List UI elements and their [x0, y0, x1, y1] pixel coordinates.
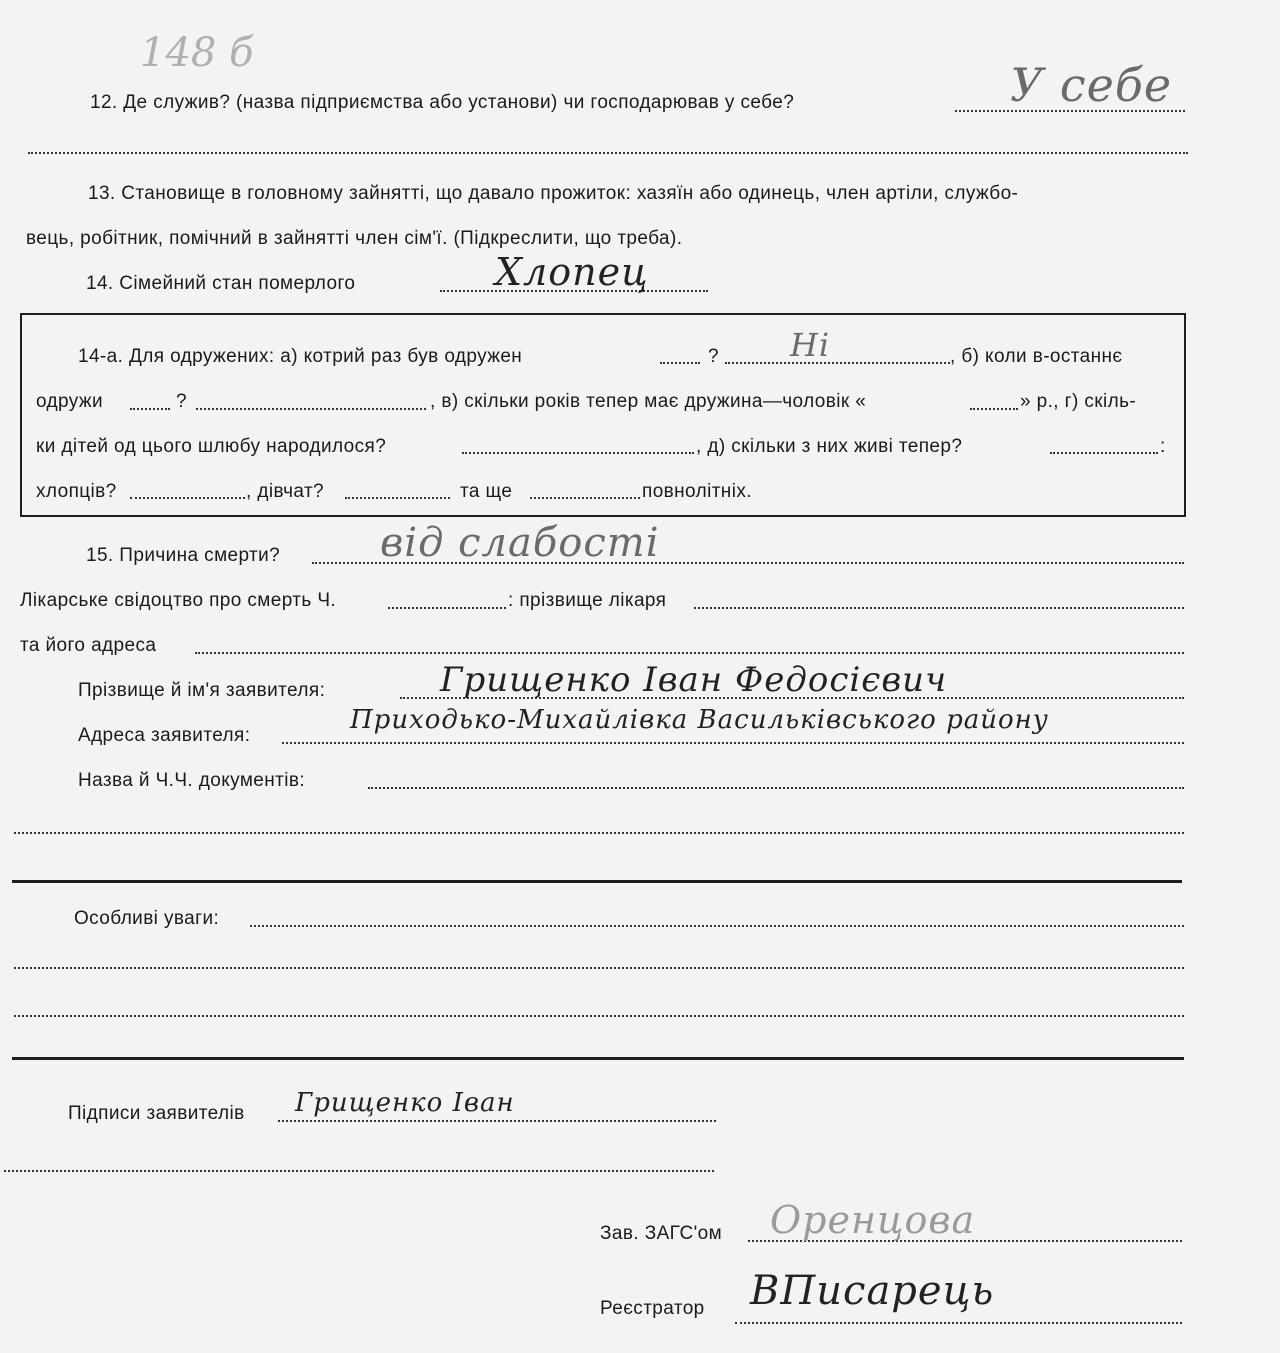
q14a-part10: , дівчат? [246, 481, 325, 502]
applicant-signature-label: Підписи заявителів [68, 1103, 245, 1124]
q14a-line-b2 [196, 408, 426, 410]
q14a-part12: повнолітніх. [642, 481, 752, 502]
applicant-address-line [282, 742, 1184, 744]
applicant-address-label: Адреса заявителя: [78, 725, 251, 746]
q15-answer: від слабості [380, 520, 660, 566]
q14a-line-b1 [130, 408, 170, 410]
notes-label: Особливі уваги: [74, 908, 220, 929]
q14a-part3: одружи [36, 391, 104, 412]
registrar-signature: ВПисарець [750, 1268, 995, 1314]
zags-signature: Оренцова [770, 1198, 976, 1242]
doctor-address-line [195, 652, 1184, 654]
doctor-name-line [694, 607, 1184, 609]
q14a-part4: , в) скільки років тепер має дружина—чоловік « [430, 391, 867, 412]
doctor-address-label: та його адреса [20, 635, 157, 656]
q14a-line-c [970, 408, 1018, 410]
applicant-docs-label: Назва й Ч.Ч. документів: [78, 770, 306, 791]
applicant-name-label: Прізвище й ім'я заявителя: [78, 680, 326, 701]
q14a-line-d [462, 452, 694, 454]
q14a-line-e [1050, 452, 1158, 454]
q14a-line-a2 [725, 362, 950, 364]
q14-answer: Хлопец [495, 250, 649, 294]
q14a-qmark1: ? [708, 346, 719, 367]
archive-mark: 148 б [140, 30, 254, 76]
applicant-address-value: Приходько-Михайлівка Васильківського району [350, 705, 1049, 735]
q14a-part9: хлопців? [36, 481, 117, 502]
q14a-answer-a: Ні [790, 326, 831, 364]
applicant-signature-line [278, 1120, 716, 1122]
section-divider-1 [12, 880, 1182, 883]
doctor-cert-label: Лікарське свідоцтво про смерть Ч. [20, 590, 337, 611]
q14a-line-h [530, 497, 640, 499]
q14a-part11: та ще [460, 481, 513, 502]
doctor-cert-line [388, 607, 506, 609]
doctor-name-label: : прізвище лікаря [508, 590, 667, 611]
q14-label: 14. Сімейний стан померлого [86, 273, 356, 294]
applicant-name-value: Грищенко Іван Федосієвич [440, 660, 948, 700]
q12-answer-line-2 [28, 152, 1188, 154]
q12-answer: У себе [1010, 58, 1173, 112]
notes-line-2 [14, 967, 1184, 969]
applicant-signature: Грищенко Іван [295, 1088, 515, 1118]
q15-label: 15. Причина смерти? [86, 545, 281, 566]
q12-label: 12. Де служив? (назва підприємства або установи) чи господарював у себе? [90, 92, 795, 113]
q14a-part5: » р., г) скіль- [1020, 391, 1137, 412]
q14a-box [20, 313, 1186, 517]
notes-line-3 [14, 1015, 1184, 1017]
q14a-line-f [130, 497, 245, 499]
q14a-qmark2: ? [176, 391, 187, 412]
q14a-part6: ки дітей од цього шлюбу народилося? [36, 436, 387, 457]
q14a-part8: : [1160, 436, 1166, 457]
section-divider-2 [12, 1057, 1184, 1060]
q13-line-2: вець, робітник, помічний в зайнятті член сім'ї. (Підкреслити, що треба). [26, 228, 683, 249]
registrar-signature-line [735, 1322, 1182, 1324]
applicant-docs-line-2 [14, 832, 1184, 834]
q14a-part7: , д) скільки з них живі тепер? [696, 436, 963, 457]
registrar-label: Реєстратор [600, 1298, 705, 1319]
zags-label: Зав. ЗАГС'ом [600, 1223, 723, 1244]
q14a-line-a1 [660, 362, 700, 364]
q14a-line-g [345, 497, 450, 499]
applicant-signature-line-2 [4, 1170, 714, 1172]
q13-line-1: 13. Становище в головному зайнятті, що давало прожиток: хазяїн або одинець, член артіли, службо- [88, 183, 1019, 204]
notes-line-1 [250, 925, 1184, 927]
q14a-part1: 14-а. Для одружених: а) котрий раз був одружен [78, 346, 523, 367]
applicant-docs-line [368, 787, 1184, 789]
q14a-part2: , б) коли в-останнє [950, 346, 1123, 367]
